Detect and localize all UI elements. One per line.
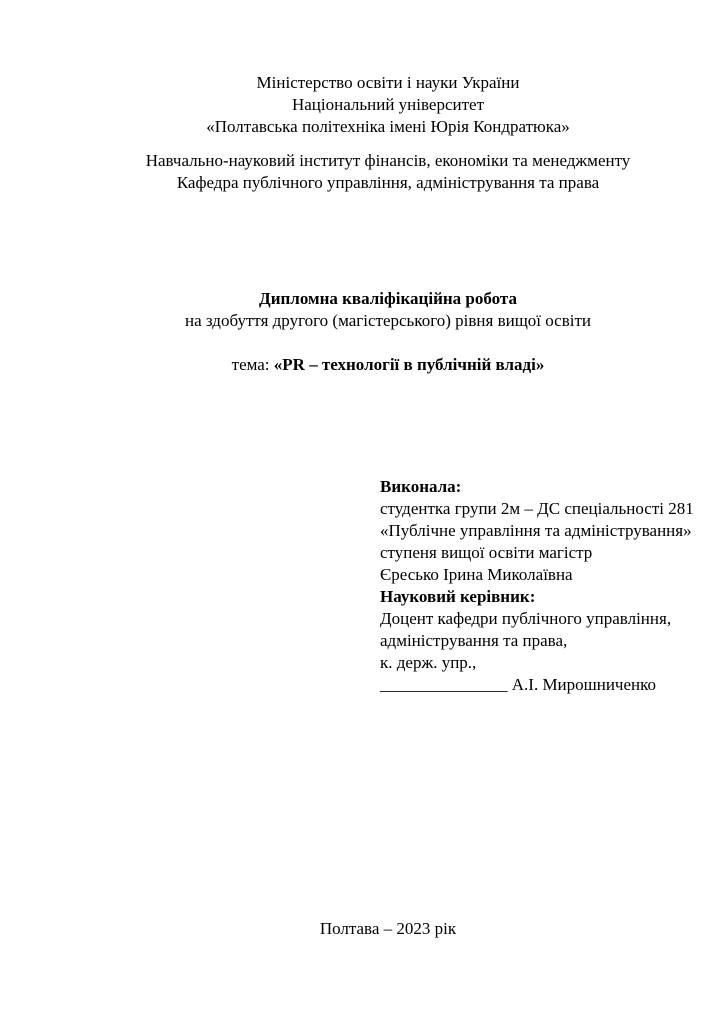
work-type-block [80,288,696,332]
supervisor-heading: Науковий керівник: [380,587,536,606]
executor-name: Єресько Ірина Миколаївна [380,565,573,584]
supervisor-line: Доцент кафедри публічного управління, [380,609,672,628]
footer-city-year [80,918,696,940]
department-line: Кафедра публічного управління, адміністрування та права [176,173,600,192]
executor-line: студентка групи 2м – ДС спеціальності 281 [380,499,694,518]
institute-line: Навчально-науковий інститут фінансів, економіки та менеджменту [145,151,631,170]
institute-header [80,150,696,194]
university-type-line: Національний університет [291,95,485,114]
executor-heading: Виконала: [380,477,462,496]
executor-line: ступеня вищої освіти магістр [380,543,593,562]
executor-block [380,476,710,696]
topic-block [80,354,696,376]
signature-line: _______________ А.І. Мирошниченко [380,675,657,694]
work-level-line: на здобуття другого (магістерського) рівня вищої освіти [185,311,591,330]
topic-title: «PR – технології в публічній владі» [273,355,545,374]
work-type-title: Дипломна кваліфікаційна робота [259,289,517,308]
ministry-header [80,72,696,138]
ministry-line: Міністерство освіти і науки України [256,73,520,92]
supervisor-line: адміністрування та права, [380,631,568,650]
executor-line: «Публічне управління та адміністрування» [380,521,692,540]
city-year-line: Полтава – 2023 рік [319,919,457,938]
supervisor-line: к. держ. упр., [380,653,477,672]
topic-label: тема: [231,355,274,374]
university-name-line: «Полтавська політехніка імені Юрія Кондратюка» [206,117,570,136]
